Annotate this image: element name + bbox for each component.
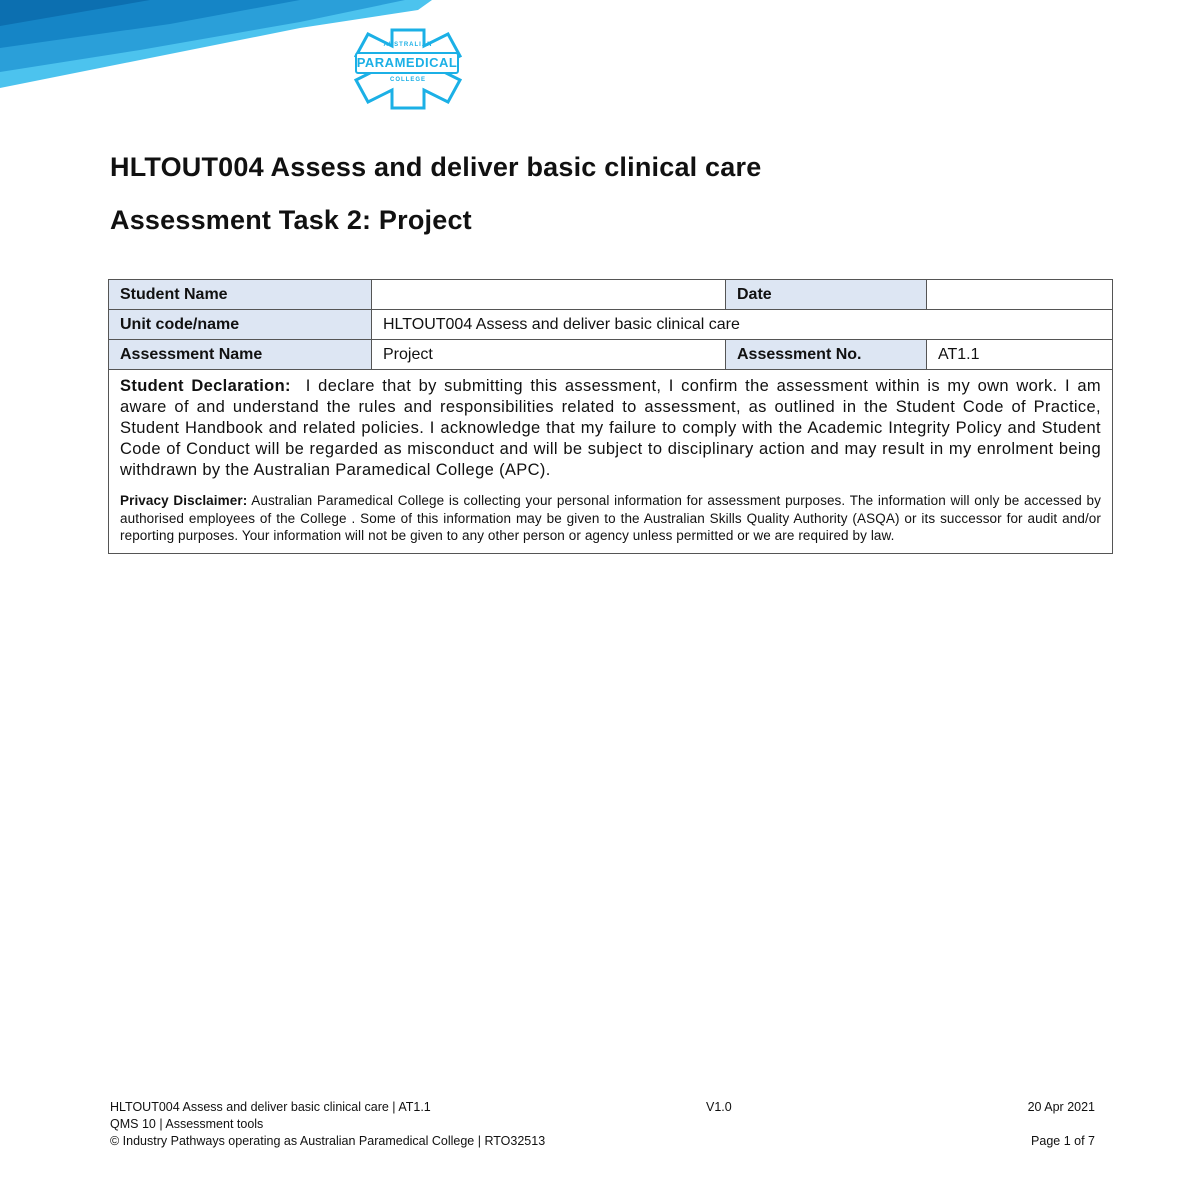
document-subtitle: Assessment Task 2: Project xyxy=(110,205,472,235)
assessment-name-value: Project xyxy=(372,340,726,370)
student-name-field[interactable] xyxy=(372,280,726,310)
assessment-info-table xyxy=(108,279,1113,554)
footer-page-number: Page 1 of 7 xyxy=(1031,1134,1095,1148)
student-name-label: Student Name xyxy=(109,280,372,310)
assessment-no-value: AT1.1 xyxy=(927,340,1113,370)
table-row xyxy=(109,340,1113,370)
declaration-text: I declare that by submitting this assessment, I confirm the assessment within is my own work. I am aware of and understand the rules and responsibilities related to assessment, as outlined in the Student Code of Practice, Student Handbook and related policies. I acknowledge that my failure to comply with the Academic Integrity Policy and Student Code of Conduct will be regarded as misconduct and will be subject to disciplinary action and may result in my enrolment being withdrawn by the Australian Paramedical College (APC). xyxy=(120,377,1101,479)
declaration-cell xyxy=(109,370,1113,554)
college-logo xyxy=(352,28,464,110)
footer-copyright: © Industry Pathways operating as Australian Paramedical College | RTO32513 xyxy=(110,1134,546,1148)
footer-unit-info: HLTOUT004 Assess and deliver basic clinical care | AT1.1 xyxy=(110,1100,431,1114)
logo-text-top: AUSTRALIAN xyxy=(383,42,433,48)
date-field[interactable] xyxy=(927,280,1113,310)
unit-label: Unit code/name xyxy=(109,310,372,340)
document-title: HLTOUT004 Assess and deliver basic clinical care xyxy=(110,152,762,182)
privacy-heading: Privacy Disclaimer: xyxy=(120,493,248,508)
footer-version: V1.0 xyxy=(706,1100,732,1114)
page-footer xyxy=(110,1099,1095,1150)
date-label: Date xyxy=(726,280,927,310)
privacy-text: Australian Paramedical College is collecting your personal information for assessment purposes. The information will only be accessed by authorised employees of the College . Some of this information may be given to the Australian Skills Quality Authority (ASQA) or its successor for audit and/or reporting purposes. Your information will not be given to any other person or agency unless permitted or we are required by law. xyxy=(120,493,1101,544)
table-row xyxy=(109,370,1113,554)
footer-date: 20 Apr 2021 xyxy=(1027,1100,1095,1114)
unit-value: HLTOUT004 Assess and deliver basic clinical care xyxy=(372,310,1113,340)
logo-text-main: PARAMEDICAL xyxy=(356,55,458,70)
student-declaration xyxy=(120,376,1101,481)
table-row xyxy=(109,280,1113,310)
footer-qms: QMS 10 | Assessment tools xyxy=(110,1117,264,1131)
assessment-name-label: Assessment Name xyxy=(109,340,372,370)
assessment-no-label: Assessment No. xyxy=(726,340,927,370)
declaration-heading: Student Declaration: xyxy=(120,377,291,395)
logo-text-bottom: COLLEGE xyxy=(389,77,426,83)
privacy-disclaimer xyxy=(120,492,1101,545)
table-row xyxy=(109,310,1113,340)
